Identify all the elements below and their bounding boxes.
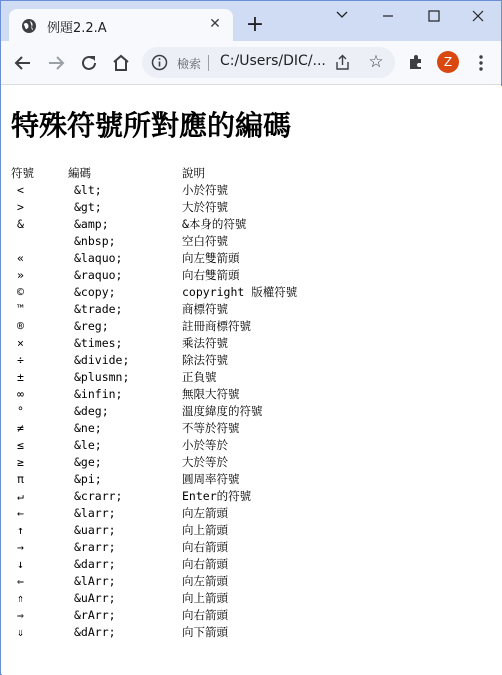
code-cell: &lArr; xyxy=(74,574,116,588)
code-cell: &ne; xyxy=(74,421,102,435)
code-cell: &infin; xyxy=(74,387,123,401)
description-cell: 空白符號 xyxy=(182,234,228,248)
minimize-icon[interactable] xyxy=(373,5,403,27)
code-cell: &uarr; xyxy=(74,523,116,537)
description-cell: 向左箭頭 xyxy=(182,574,228,588)
symbol-cell: ™ xyxy=(17,302,24,316)
description-cell: 小於符號 xyxy=(182,183,228,197)
symbol-cell: » xyxy=(17,268,24,282)
description-cell: Enter的符號 xyxy=(182,489,252,503)
description-cell: copyright 版權符號 xyxy=(182,285,298,299)
code-cell: &le; xyxy=(74,438,102,452)
column-header-description: 說明 xyxy=(182,166,205,180)
symbol-cell: π xyxy=(17,472,24,486)
back-arrow-icon[interactable] xyxy=(12,52,34,74)
code-cell: &reg; xyxy=(74,319,109,333)
description-cell: 向左雙箭頭 xyxy=(182,251,240,265)
symbol-cell: ≥ xyxy=(17,455,24,469)
divider xyxy=(208,55,209,71)
description-cell: 除法符號 xyxy=(182,353,228,367)
description-cell: 乘法符號 xyxy=(182,336,228,350)
symbol-cell: ÷ xyxy=(17,353,24,367)
symbol-cell: < xyxy=(17,183,24,197)
description-cell: 向上箭頭 xyxy=(182,523,228,537)
symbol-cell: ↓ xyxy=(17,557,24,571)
maximize-icon[interactable] xyxy=(419,5,449,27)
code-cell: &rarr; xyxy=(74,540,116,554)
tab-close-icon[interactable]: ✕ xyxy=(209,16,221,32)
code-cell: &nbsp; xyxy=(74,234,116,248)
code-cell: &rArr; xyxy=(74,608,116,622)
code-cell: &ge; xyxy=(74,455,102,469)
address-bar[interactable] xyxy=(142,47,395,78)
description-cell: 不等於符號 xyxy=(182,421,240,435)
description-cell: 無限大符號 xyxy=(182,387,240,401)
browser-tab[interactable] xyxy=(9,9,233,41)
symbol-cell: « xyxy=(17,251,24,265)
code-cell: &deg; xyxy=(74,404,109,418)
symbol-cell: ⇒ xyxy=(17,608,24,622)
chevron-down-icon[interactable] xyxy=(327,5,357,27)
code-cell: &trade; xyxy=(74,302,123,316)
description-cell: 向左箭頭 xyxy=(182,506,228,520)
symbol-cell: ± xyxy=(17,370,24,384)
symbol-cell: × xyxy=(17,336,24,350)
description-cell: 向下箭頭 xyxy=(182,625,228,639)
code-cell: &copy; xyxy=(74,285,116,299)
share-icon[interactable] xyxy=(334,54,351,71)
extensions-puzzle-icon[interactable] xyxy=(406,52,426,72)
code-cell: &divide; xyxy=(74,353,130,367)
description-cell: 正負號 xyxy=(182,370,217,384)
code-cell: &plusmn; xyxy=(74,370,130,384)
symbol-cell: ⇐ xyxy=(17,574,24,588)
description-cell: 商標符號 xyxy=(182,302,228,316)
symbol-cell: ↵ xyxy=(17,489,24,503)
code-cell: &gt; xyxy=(74,200,102,214)
description-cell: 大於等於 xyxy=(182,455,228,469)
description-cell: 向右雙箭頭 xyxy=(182,268,240,282)
code-cell: &larr; xyxy=(74,506,116,520)
column-header-code: 編碼 xyxy=(68,166,91,180)
symbol-cell: ≤ xyxy=(17,438,24,452)
code-cell: &laquo; xyxy=(74,251,123,265)
code-cell: &darr; xyxy=(74,557,116,571)
info-icon[interactable] xyxy=(151,54,168,71)
page-content xyxy=(2,86,502,675)
tab-strip xyxy=(1,1,501,41)
star-icon[interactable]: ☆ xyxy=(368,52,384,72)
description-cell: 溫度緯度的符號 xyxy=(182,404,263,418)
description-cell: &本身的符號 xyxy=(182,217,247,231)
code-cell: &lt; xyxy=(74,183,102,197)
symbol-cell: > xyxy=(17,200,24,214)
column-header-symbol: 符號 xyxy=(11,166,34,180)
symbol-cell: © xyxy=(17,285,24,299)
symbol-cell: ← xyxy=(17,506,24,520)
code-cell: &dArr; xyxy=(74,625,116,639)
symbol-cell: ∞ xyxy=(17,387,24,401)
description-cell: 註冊商標符號 xyxy=(182,319,251,333)
symbol-cell: ® xyxy=(17,319,24,333)
symbol-cell: & xyxy=(17,217,24,231)
globe-icon xyxy=(21,18,37,34)
description-cell: 向上箭頭 xyxy=(182,591,228,605)
home-icon[interactable] xyxy=(110,52,132,74)
code-cell: &crarr; xyxy=(74,489,123,503)
description-cell: 向右箭頭 xyxy=(182,557,228,571)
symbol-cell: ↑ xyxy=(17,523,24,537)
symbol-cell: ° xyxy=(17,404,24,418)
new-tab-button[interactable]: + xyxy=(245,12,265,37)
code-cell: &raquo; xyxy=(74,268,123,282)
code-cell: &amp; xyxy=(74,217,109,231)
symbol-cell: ⇓ xyxy=(17,625,24,639)
url-text[interactable]: C:/Users/DIC/... xyxy=(220,53,326,69)
code-cell: &pi; xyxy=(74,472,102,486)
page-title: 特殊符號所對應的編碼 xyxy=(11,109,292,142)
more-vert-icon[interactable] xyxy=(473,52,489,74)
description-cell: 圓周率符號 xyxy=(182,472,240,486)
code-cell: &uArr; xyxy=(74,591,116,605)
description-cell: 向右箭頭 xyxy=(182,608,228,622)
avatar[interactable]: Z xyxy=(437,51,459,73)
symbol-cell: ⇑ xyxy=(17,591,24,605)
symbol-cell: ≠ xyxy=(17,421,24,435)
symbol-cell: → xyxy=(17,540,24,554)
description-cell: 向右箭頭 xyxy=(182,540,228,554)
browser-toolbar xyxy=(1,41,501,85)
description-cell: 小於等於 xyxy=(182,438,228,452)
description-cell: 大於符號 xyxy=(182,200,228,214)
tab-title: 例題2.2.A xyxy=(47,21,107,36)
window-close-icon[interactable] xyxy=(463,5,493,27)
forward-arrow-icon[interactable] xyxy=(45,52,67,74)
code-cell: &times; xyxy=(74,336,123,350)
site-info-label: 檢索 xyxy=(177,57,202,71)
reload-icon[interactable] xyxy=(78,52,100,74)
